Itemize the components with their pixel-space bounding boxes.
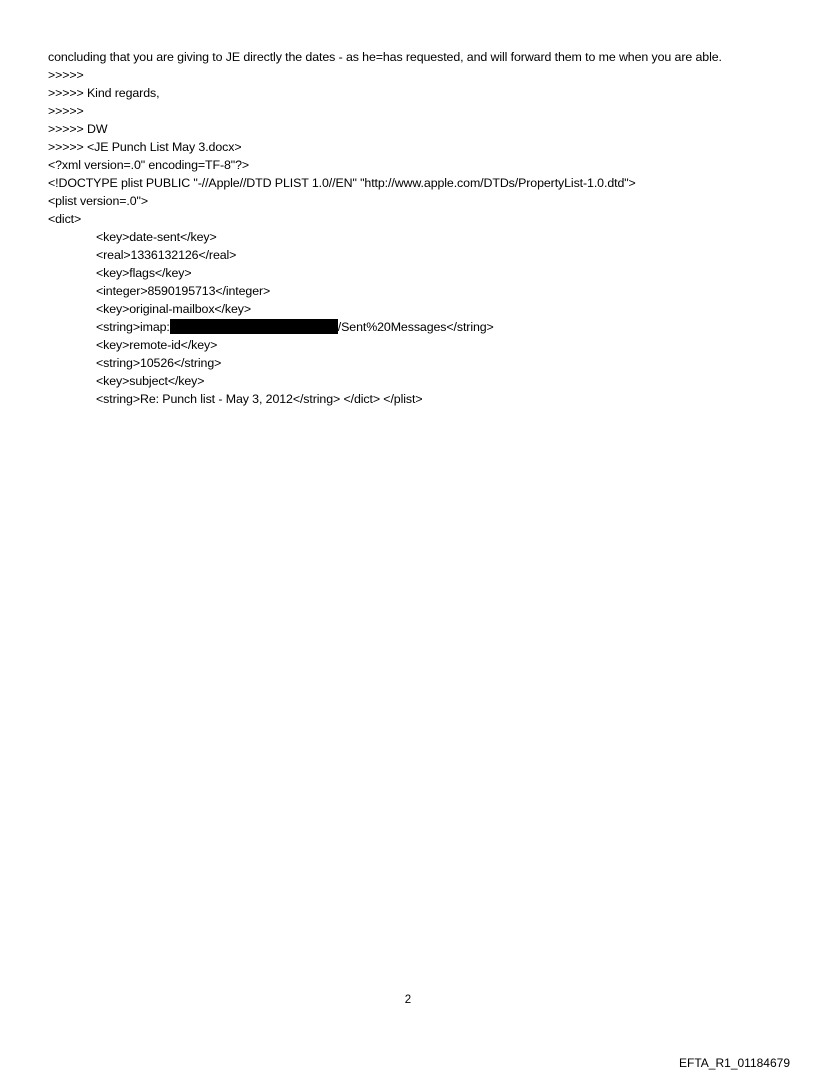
attachment-line: >>>>> <JE Punch List May 3.docx> [48,140,242,154]
quoted-line: >>>>> DW [48,122,108,136]
dict-entry: <key>remote-id</key> [96,338,218,352]
dict-entry: <key>subject</key> [96,374,205,388]
dict-entry: <key>original-mailbox</key> [96,302,252,316]
xml-declaration: <?xml version=.0" encoding=TF-8"?> [48,158,250,172]
document-body [48,48,778,408]
dict-entry: <key>date-sent</key> [96,230,217,244]
quoted-line: >>>>> [48,104,84,118]
redacted-line-prefix: <string>imap: [96,320,170,334]
quoted-line: >>>>> Kind regards, [48,86,160,100]
redacted-mailbox-line [48,318,778,336]
page-number: 2 [404,994,412,1006]
plist-open: <plist version=.0"> [48,194,148,208]
doctype-line: <!DOCTYPE plist PUBLIC "-//Apple//DTD PLIST 1.0//EN" "http://www.apple.com/DTDs/PropertyList-1.0.dtd"> [48,176,636,190]
bates-number: EFTA_R1_01184679 [679,1056,790,1070]
quoted-line: >>>>> [48,68,84,82]
dict-entry: <string>10526</string> [96,356,222,370]
dict-open: <dict> [48,212,82,226]
redaction-block [170,319,338,334]
dict-entry: <string>Re: Punch list - May 3, 2012</string> </dict> </plist> [96,392,423,406]
body-paragraph: concluding that you are giving to JE directly the dates - as he=has requested, and will forward them to me when you are able. [48,50,722,64]
dict-entry: <key>flags</key> [96,266,192,280]
redacted-line-suffix: /Sent%20Messages</string> [337,320,494,334]
dict-entry: <integer>8590195713</integer> [96,284,271,298]
dict-entry: <real>1336132126</real> [96,248,237,262]
